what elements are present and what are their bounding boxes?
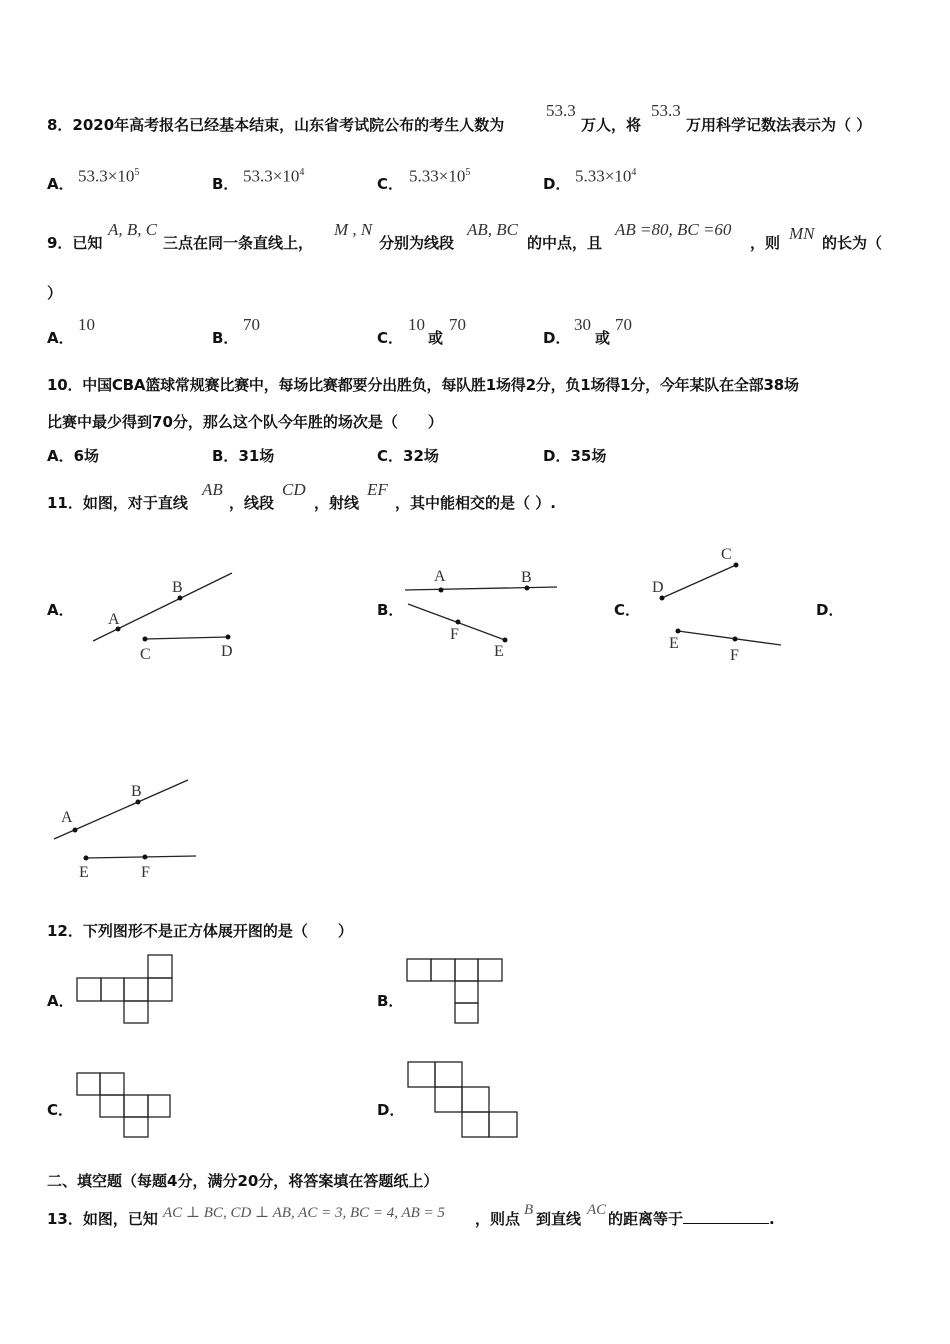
q8-option-b[interactable]: B． (212, 175, 239, 193)
q13-part2: ，则点 (475, 1210, 521, 1228)
q11-b-label-e: E (494, 643, 504, 660)
q9-part5: ，则 (750, 234, 781, 252)
q11-option-d[interactable]: D． (816, 601, 844, 619)
q11-option-a[interactable]: A． (47, 601, 74, 619)
q9-option-d[interactable]: D． (543, 329, 571, 347)
q9-math-mn: M , N (334, 220, 373, 239)
q11-math-ef: EF (367, 480, 388, 499)
q11-math-cd: CD (282, 480, 306, 499)
q9-math-mn2: MN (789, 224, 815, 243)
q8-num1: 53.3 (546, 101, 576, 120)
q10-line1: 10．中国CBA篮球常规赛比赛中，每场比赛都要分出胜负，每队胜1场得2分，负1场得1分，今年某队在全部38场 (47, 376, 799, 394)
q11-c-label-f: F (730, 647, 739, 664)
q9-option-a-value: 10 (78, 315, 95, 334)
q10-option-d[interactable]: D．35场 (543, 447, 607, 465)
q12-stem: 12．下列图形不是正方体展开图的是（ ） (47, 922, 353, 940)
q8-mid: 万人，将 (581, 116, 642, 134)
q13-math-b: B (524, 1202, 534, 1218)
q10-option-a[interactable]: A．6场 (47, 447, 100, 465)
q11-part4: ，其中能相交的是（ ）. (395, 494, 556, 512)
q9-option-b-value: 70 (243, 315, 260, 334)
q12-option-c[interactable]: C． (47, 1101, 74, 1119)
q11-part3: ，射线 (314, 494, 360, 512)
q8-option-d-value: $5.33\times 10^4$ (575, 166, 637, 186)
q9-option-c-or: 或 (428, 329, 444, 347)
q11-a-label-a: A (108, 611, 120, 628)
q11-c-label-d: D (652, 579, 664, 596)
q8-option-c-value: $5.33\times 10^5$ (409, 166, 471, 186)
q11-d-label-e: E (79, 864, 89, 881)
q9-part2: 三点在同一条直线上， (163, 234, 314, 252)
q11-math-ab: AB (202, 480, 223, 499)
q8-option-c[interactable]: C． (377, 175, 404, 193)
q9-math-abc: A, B, C (108, 220, 158, 239)
q13-math-conditions: AC ⊥ BC, CD ⊥ AB, AC = 3, BC = 4, AB = 5 (163, 1205, 445, 1221)
q10-option-c[interactable]: C．32场 (377, 447, 439, 465)
q13-math-ac: AC (587, 1202, 607, 1218)
q11-b-label-b: B (521, 569, 532, 586)
q11-c-label-c: C (721, 546, 732, 563)
q13-part1: 13．如图，已知 (47, 1210, 158, 1228)
q8-option-a-value: $53.3\times 10^5$ (78, 166, 140, 186)
q11-b-label-f: F (450, 626, 459, 643)
q9-option-c-value1: 10 (408, 315, 425, 334)
q10-line2: 比赛中最少得到70分，那么这个队今年胜的场次是（ ） (47, 413, 443, 431)
q9-option-d-or: 或 (595, 329, 611, 347)
q8-suffix: 万用科学记数法表示为（ ） (686, 116, 872, 134)
q9-option-a[interactable]: A． (47, 329, 74, 347)
q11-b-label-a: A (434, 568, 446, 585)
q12-option-a[interactable]: A． (47, 992, 74, 1010)
q11-option-c[interactable]: C． (614, 601, 641, 619)
section-2-heading: 二、填空题（每题4分，满分20分，将答案填在答题纸上） (47, 1172, 439, 1190)
q8-stem: 8．2020年高考报名已经基本结束，山东省考试院公布的考生人数为 (47, 116, 505, 134)
q10-option-b[interactable]: B．31场 (212, 447, 275, 465)
q11-a-label-b: B (172, 579, 183, 596)
q13-part4: 的距离等于 . (608, 1210, 775, 1228)
q12-option-b[interactable]: B． (377, 992, 404, 1010)
q12-option-d[interactable]: D． (377, 1101, 405, 1119)
q9-math-ab-bc: AB, BC (467, 220, 518, 239)
answer-blank[interactable] (683, 1209, 769, 1224)
q9-part3: 分别为线段 (379, 234, 455, 252)
q11-a-label-c: C (140, 646, 151, 663)
q9-option-d-value2: 70 (615, 315, 632, 334)
q8-option-b-value: $53.3\times 10^4$ (243, 166, 305, 186)
q11-part2: ，线段 (229, 494, 275, 512)
q9-option-c[interactable]: C． (377, 329, 404, 347)
q9-part7: ） (47, 284, 63, 302)
q8-option-d[interactable]: D． (543, 175, 571, 193)
q11-d-label-b: B (131, 783, 142, 800)
q8-num2: 53.3 (651, 101, 681, 120)
q11-d-label-a: A (61, 809, 73, 826)
q9-part4: 的中点，且 (527, 234, 603, 252)
q9-part6: 的长为（ (822, 234, 883, 252)
q13-part3: 到直线 (536, 1210, 582, 1228)
q9-option-c-value2: 70 (449, 315, 466, 334)
q8-option-a[interactable]: A． (47, 175, 74, 193)
q11-option-b[interactable]: B． (377, 601, 404, 619)
q9-option-d-value1: 30 (574, 315, 591, 334)
q9-option-b[interactable]: B． (212, 329, 239, 347)
q11-part1: 11．如图，对于直线 (47, 494, 188, 512)
q11-d-label-f: F (141, 864, 150, 881)
q11-c-label-e: E (669, 635, 679, 652)
q11-a-label-d: D (221, 643, 233, 660)
q9-part1: 9．已知 (47, 234, 103, 252)
q9-math-lengths: AB =80, BC =60 (615, 220, 732, 239)
